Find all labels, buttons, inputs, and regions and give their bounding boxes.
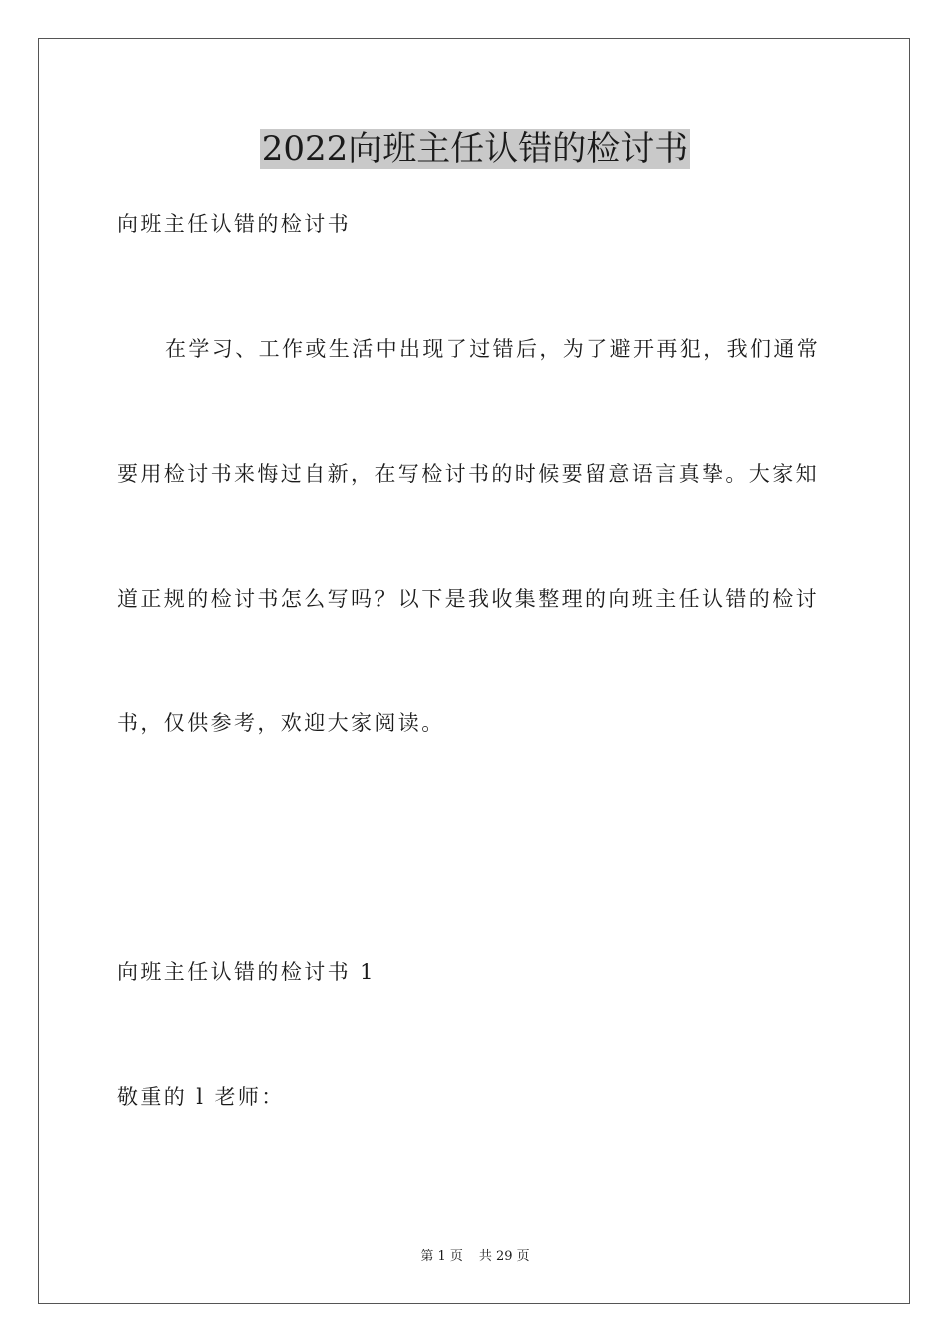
section-heading: 向班主任认错的检讨书 1 [117,960,376,984]
document-title-text: 2022向班主任认错的检讨书 [261,129,689,169]
page-footer [0,1247,950,1267]
salutation: 敬重的 l 老师： [117,1085,285,1109]
intro-line-1: 在学习、工作或生活中出现了过错后，为了避开再犯，我们通常 [165,337,821,361]
total-pages-label: 共 29 页 [478,1249,530,1264]
intro-line-2: 要用检讨书来悔过自新，在写检讨书的时候要留意语言真挚。大家知 [117,462,819,486]
current-page-label: 第 1 页 [420,1249,463,1264]
intro-line-4: 书，仅供参考，欢迎大家阅读。 [117,711,445,735]
intro-line-3: 道正规的检讨书怎么写吗？以下是我收集整理的向班主任认错的检讨 [117,587,819,611]
document-title [0,124,950,174]
document-subtitle: 向班主任认错的检讨书 [117,212,351,236]
